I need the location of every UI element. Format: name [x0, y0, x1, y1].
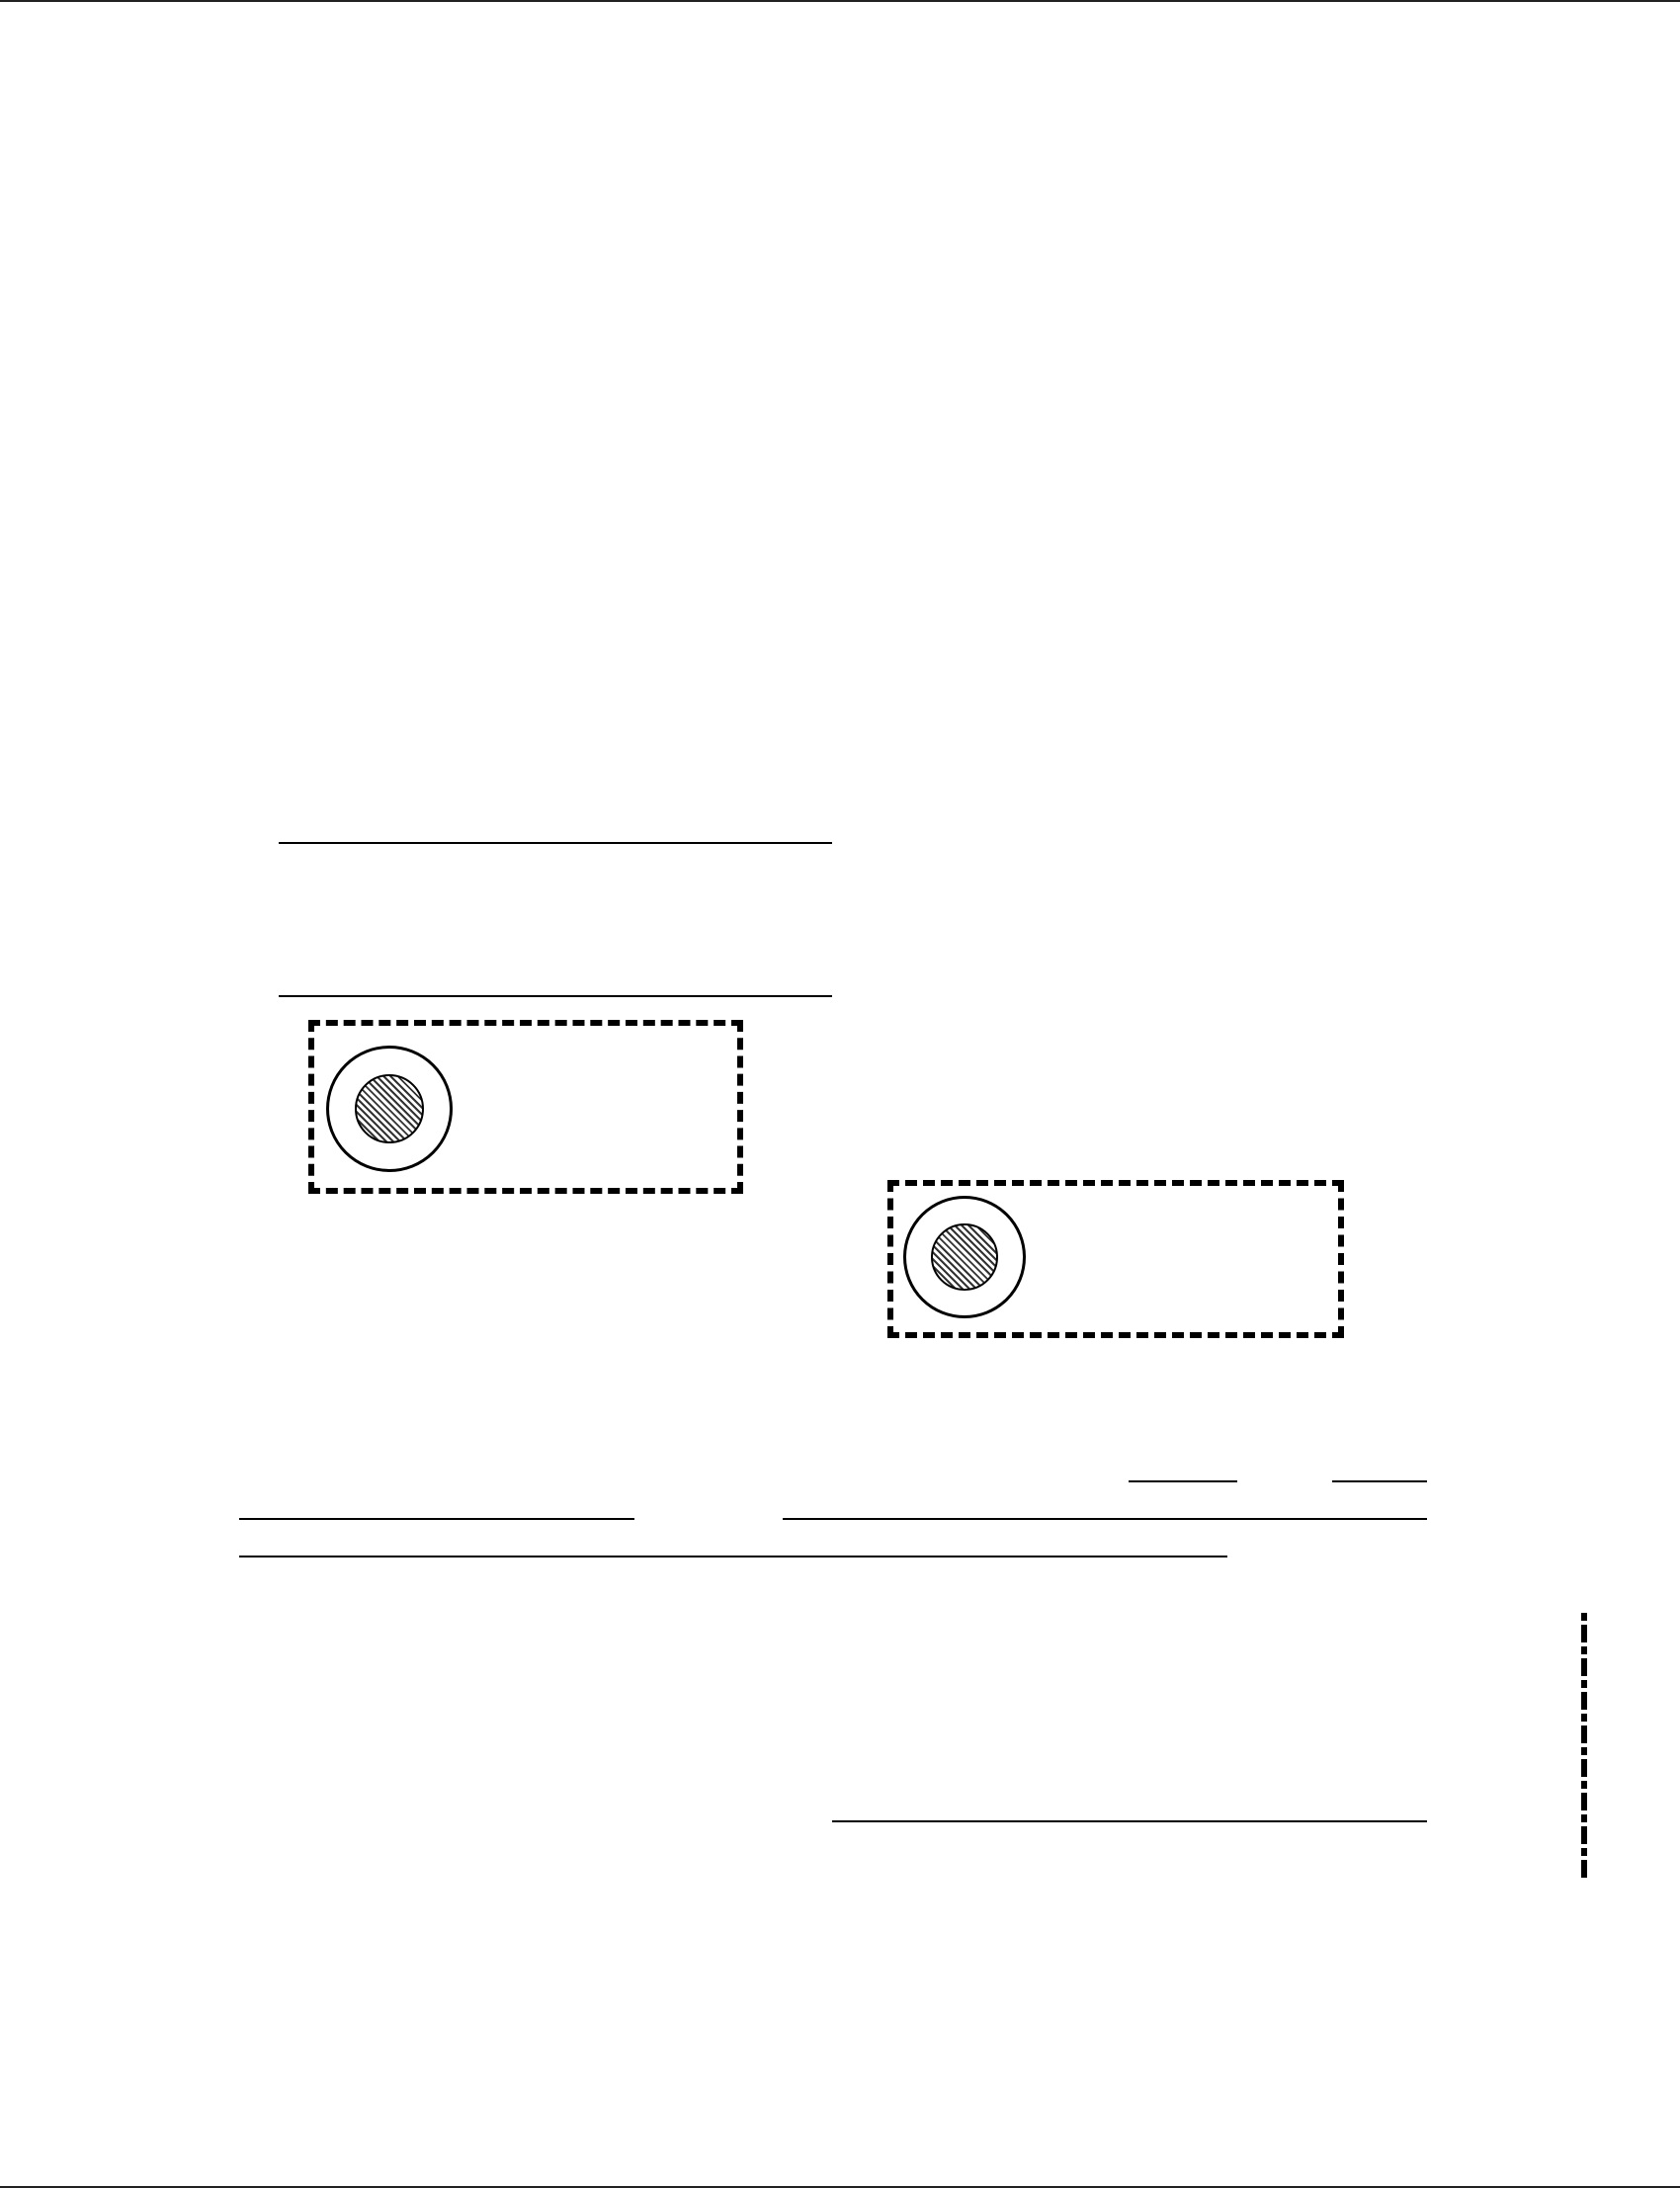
- scan-margin-mark: [1581, 1613, 1587, 1880]
- seal-emblem: [355, 1074, 424, 1143]
- notary-stamp-megan-logan: [308, 1020, 743, 1194]
- ack-name-line: [783, 1518, 1427, 1520]
- ack-member-line: [239, 1556, 1227, 1557]
- arizona-seal-icon-2: [903, 1196, 1026, 1318]
- notary-signature-line: [832, 1820, 1427, 1822]
- notary-stamp-guadalupe-gallardo: [887, 1180, 1344, 1338]
- seal-emblem-2: [931, 1223, 998, 1291]
- ack-blank-line: [239, 1518, 634, 1520]
- ack-day-line: [1129, 1480, 1237, 1482]
- signature-line-1: [279, 842, 832, 844]
- arizona-seal-icon: [326, 1046, 453, 1172]
- ack-month-line: [1332, 1480, 1427, 1482]
- signature-line-2: [279, 995, 832, 997]
